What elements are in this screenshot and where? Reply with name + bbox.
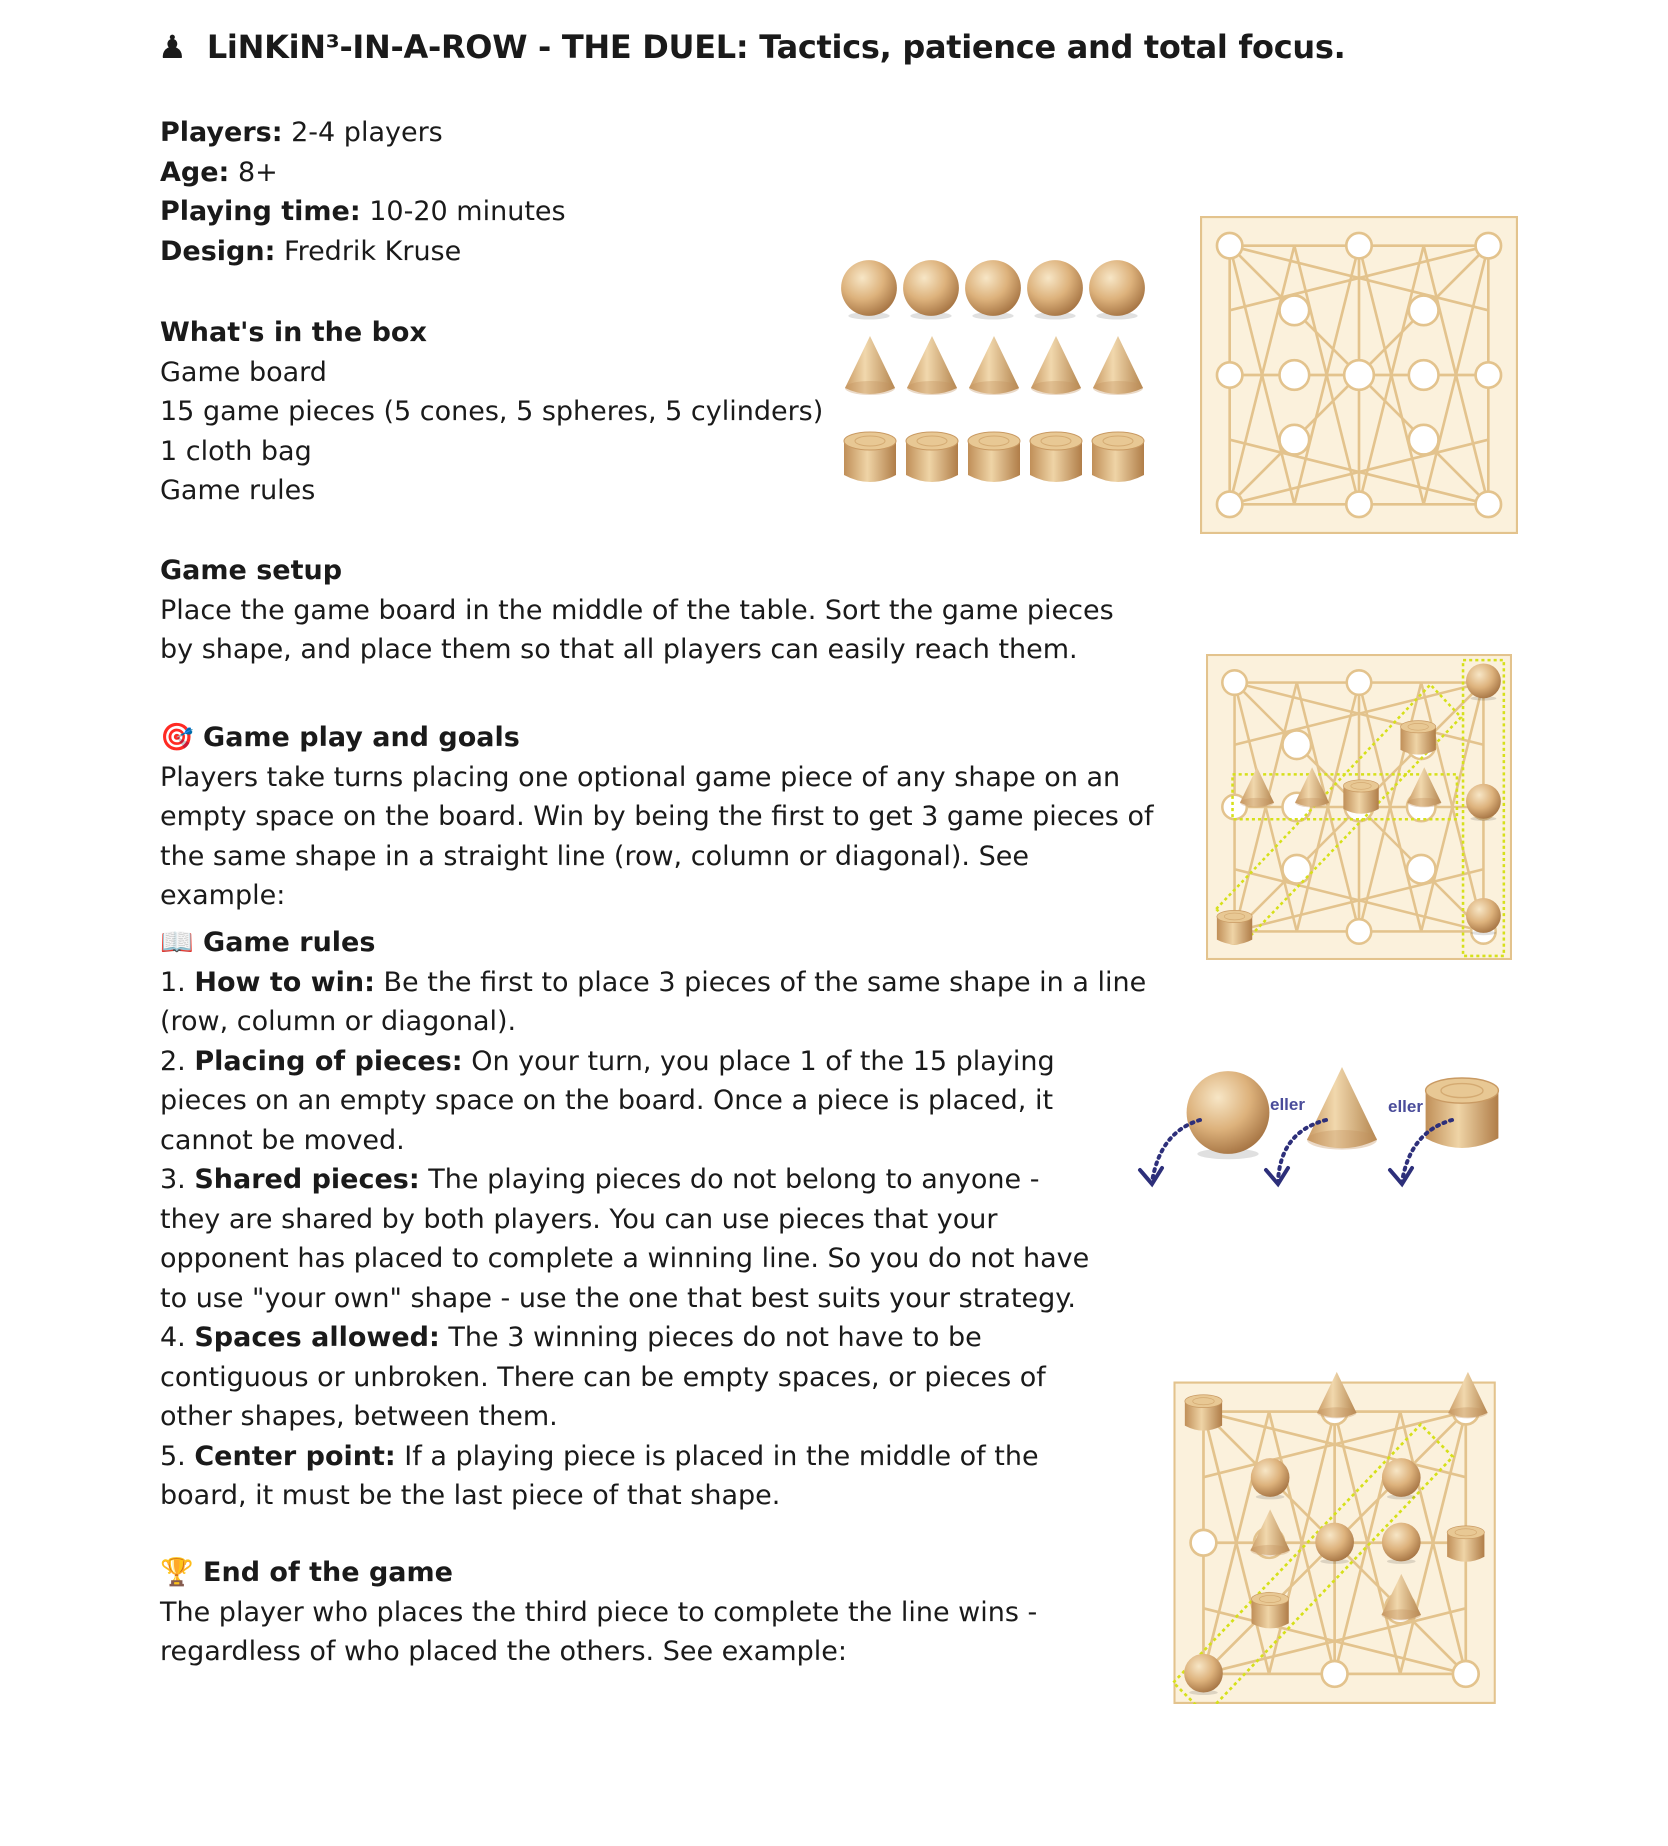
- rule-5: 5. Center point: If a playing piece is placed in the middle of the board, it must be the last piece of that shape.: [160, 1440, 1039, 1511]
- end-section: [160, 1553, 1150, 1672]
- target-icon: 🎯: [160, 722, 194, 753]
- cones-row: [845, 336, 1143, 395]
- rule-3: 3. Shared pieces: The playing pieces do not belong to anyone - they are shared by both players. You can use pieces that your opponent has placed to complete a winning line. So you do not have to use "your own" shape - use the one that best suits your strategy.: [160, 1164, 1090, 1314]
- page-title: [158, 28, 1345, 66]
- book-icon: 📖: [160, 927, 194, 958]
- end-heading: 🏆 End of the game: [160, 1557, 453, 1588]
- play-text: Players take turns placing one optional game piece of any shape on an empty space on the board. Win by being the first to get 3 game pieces of the same shape in a straight line (row, column or diagonal). See example:: [160, 761, 1154, 911]
- fact-design: Design: Fredrik Kruse: [160, 235, 462, 267]
- list-item: 1 cloth bag: [160, 435, 312, 467]
- piece-choice-illustration: [1130, 1050, 1520, 1200]
- list-item: 15 game pieces (5 cones, 5 spheres, 5 cylinders): [160, 396, 824, 427]
- fact-players: Players: 2-4 players: [160, 117, 443, 148]
- trophy-icon: 🏆: [160, 1557, 194, 1588]
- play-heading: 🎯 Game play and goals: [160, 722, 520, 753]
- page-title-text: LiNKiN³-IN-A-ROW - THE DUEL: Tactics, patience and total focus.: [206, 28, 1346, 66]
- list-item: Game rules: [160, 475, 316, 506]
- spheres-row: [841, 260, 1145, 319]
- end-text: The player who places the third piece to complete the line wins - regardless of who placed the others. See example:: [160, 1596, 1038, 1667]
- setup-text: Place the game board in the middle of the table. Sort the game pieces by shape, and place them so that all players can easily reach them.: [160, 594, 1114, 665]
- empty-board-illustration: [1200, 216, 1518, 534]
- choice-label-2: eller: [1388, 1097, 1423, 1116]
- box-heading: What's in the box: [160, 317, 427, 348]
- list-item: Game board: [160, 356, 327, 388]
- choice-label-1: eller: [1270, 1095, 1305, 1114]
- winning-lines-board-illustration: [1200, 654, 1518, 960]
- setup-section: [160, 551, 1120, 670]
- rule-2: 2. Placing of pieces: On your turn, you place 1 of the 15 playing pieces on an empty space on the board. Once a piece is placed, it cannot be moved.: [160, 1045, 1055, 1156]
- rule-1: 1. How to win: Be the first to place 3 pieces of the same shape in a line (row, column or diagonal).: [160, 966, 1147, 1037]
- cylinders-row: [844, 432, 1144, 482]
- play-section: [160, 718, 1160, 916]
- game-pieces-illustration: [838, 258, 1158, 498]
- chess-pawn-icon: ♟: [158, 28, 187, 66]
- game-facts: [160, 113, 1170, 271]
- fact-playing-time: Playing time: 10-20 minutes: [160, 196, 566, 227]
- fact-age: Age: 8+: [160, 156, 278, 188]
- end-game-board-illustration: [1160, 1360, 1520, 1704]
- rules-heading: 📖 Game rules: [160, 927, 376, 958]
- setup-heading: Game setup: [160, 555, 343, 586]
- rules-section: [160, 923, 1150, 1516]
- rule-4: 4. Spaces allowed: The 3 winning pieces do not have to be contiguous or unbroken. There can be empty spaces, or pieces of other shapes, between them.: [160, 1322, 1046, 1432]
